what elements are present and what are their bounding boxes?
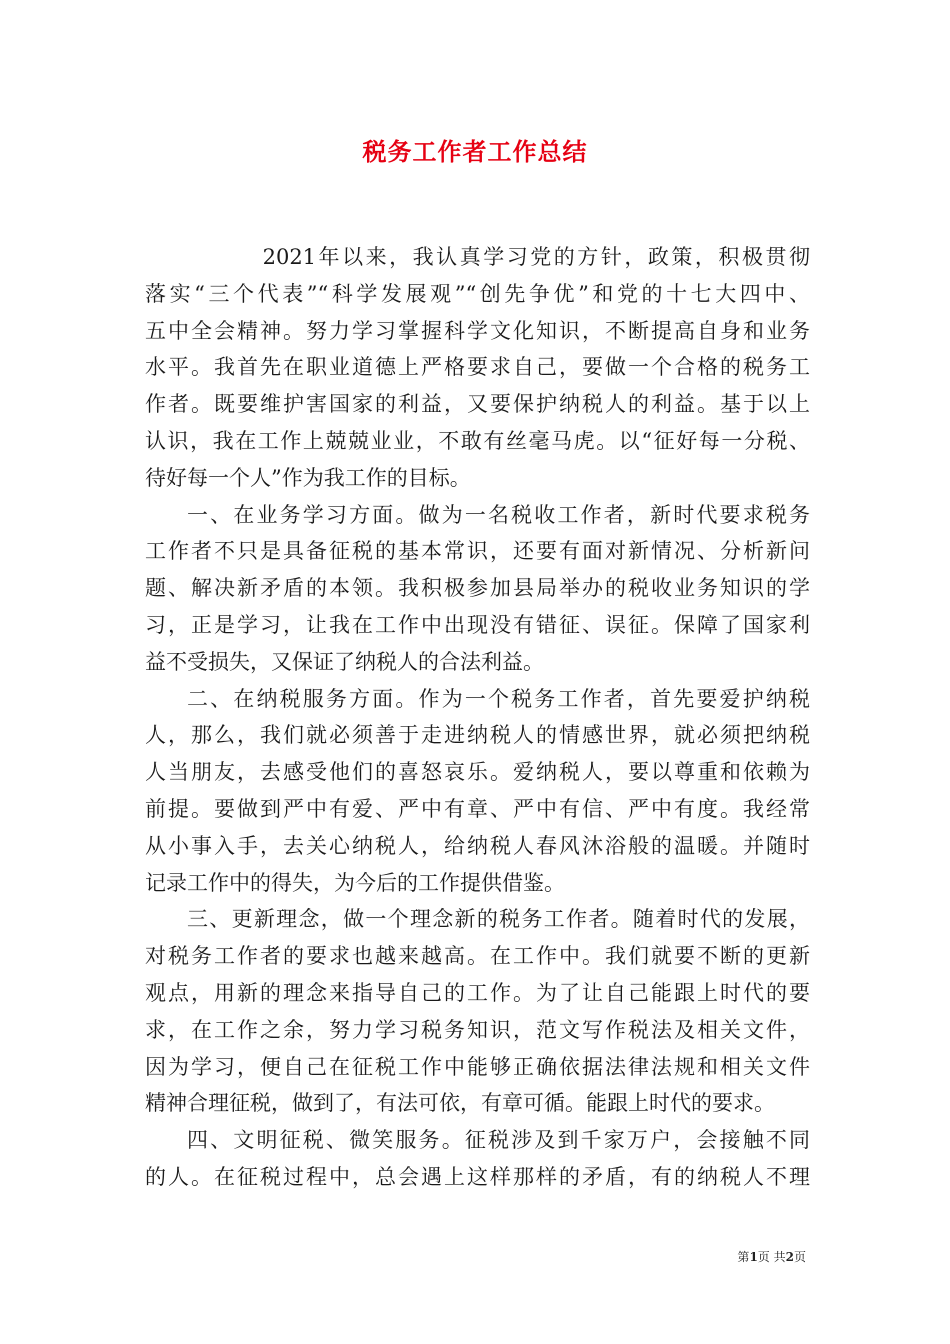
body-line: 工作者不只是具备征税的基本常识，还要有面对新情况、分析新问 [145, 539, 810, 564]
body-line: 落实“三个代表”“科学发展观”“创先争优”和党的十七大四中、 [145, 281, 810, 306]
body-line: 人当朋友，去感受他们的喜怒哀乐。爱纳税人，要以尊重和依赖为 [145, 760, 810, 785]
body-line: 精神合理征税，做到了，有法可依，有章可循。能跟上时代的要求。 [145, 1091, 775, 1116]
body-line: 五中全会精神。努力学习掌握科学文化知识，不断提高自身和业务 [145, 318, 810, 343]
footer-suffix: 页 [793, 1250, 806, 1264]
body-line: 一、在业务学习方面。做为一名税收工作者，新时代要求税务 [187, 502, 810, 527]
body-line: 四、文明征税、微笑服务。征税涉及到千家万户，会接触不同 [187, 1128, 810, 1153]
body-line: 记录工作中的得失，为今后的工作提供借鉴。 [145, 870, 565, 895]
body-line: 三、更新理念，做一个理念新的税务工作者。随着时代的发展， [187, 907, 810, 932]
footer-prefix: 第 [737, 1250, 750, 1264]
body-line: 2021年以来，我认真学习党的方针，政策，积极贯彻 [262, 245, 810, 269]
body-line: 求，在工作之余，努力学习税务知识，范文写作税法及相关文件， [145, 1017, 810, 1042]
body-line: 观点，用新的理念来指导自己的工作。为了让自己能跟上时代的要 [145, 980, 810, 1005]
document-title: 税务工作者工作总结 [362, 137, 588, 166]
body-line: 因为学习，便自己在征税工作中能够正确依据法律法规和相关文件 [145, 1054, 810, 1079]
body-line: 认识，我在工作上兢兢业业，不敢有丝毫马虎。以“征好每一分税、 [145, 428, 810, 453]
body-line: 二、在纳税服务方面。作为一个税务工作者，首先要爱护纳税 [187, 686, 810, 711]
body-line: 待好每一个人”作为我工作的目标。 [145, 465, 471, 490]
page-footer [0, 1248, 806, 1265]
body-line: 题、解决新矛盾的本领。我积极参加县局举办的税收业务知识的学 [145, 576, 810, 601]
footer-middle: 页 共 [757, 1250, 786, 1264]
body-line: 益不受损失，又保证了纳税人的合法利益。 [145, 649, 544, 674]
body-line: 前提。要做到严中有爱、严中有章、严中有信、严中有度。我经常 [145, 796, 810, 821]
body-line: 作者。既要维护害国家的利益，又要保护纳税人的利益。基于以上 [145, 392, 810, 417]
body-line: 对税务工作者的要求也越来越高。在工作中。我们就要不断的更新 [145, 944, 810, 969]
document-body [145, 239, 810, 1196]
body-line: 人，那么，我们就必须善于走进纳税人的情感世界，就必须把纳税 [145, 723, 810, 748]
body-line: 水平。我首先在职业道德上严格要求自己，要做一个合格的税务工 [145, 355, 810, 380]
footer-total-pages: 2 [785, 1250, 794, 1264]
body-line: 习，正是学习，让我在工作中出现没有错征、误征。保障了国家利 [145, 612, 810, 637]
body-line: 的人。在征税过程中，总会遇上这样那样的矛盾，有的纳税人不理 [145, 1164, 810, 1189]
body-line: 从小事入手，去关心纳税人，给纳税人春风沐浴般的温暖。并随时 [145, 833, 810, 858]
footer-current-page: 1 [749, 1250, 758, 1264]
